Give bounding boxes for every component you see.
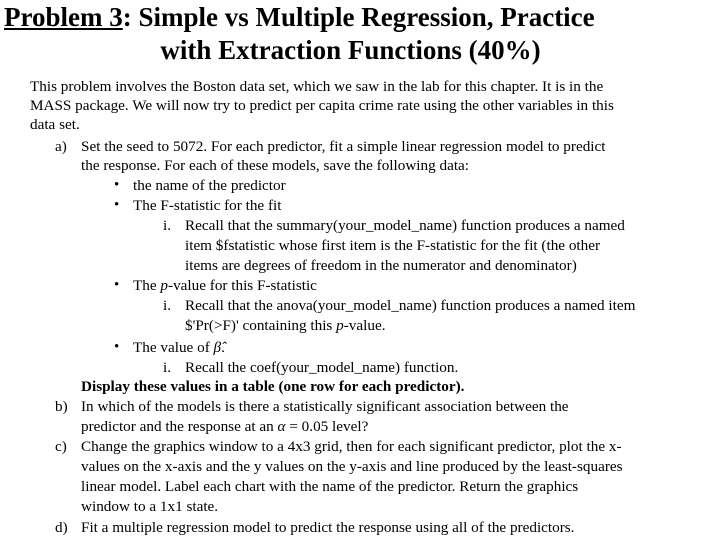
problem-title-line-1 [4,1,701,33]
bullet-p-value-post: -value for this F-statistic [168,277,317,294]
bullet-p-value-pre: The [133,277,161,294]
bullet-icon: • [114,277,120,293]
part-b-line-1: In which of the models is there a statistically significant association between the [81,398,569,415]
display-instruction: Display these values in a table (one row for each predictor). [81,378,465,395]
italic-p: p [160,277,169,294]
sub-item-line-2: item $fstatistic whose first item is the F-statistic for the fit (the other [185,237,601,254]
sub-item-line-1: Recall that the summary(your_model_name) function produces a named [185,217,625,234]
part-b-line-2-post: = 0.05 level? [285,418,369,435]
part-d-line: Fit a multiple regression model to predict the response using all of the predictors. [81,519,575,536]
part-d-marker: d) [55,519,68,536]
alpha-symbol: α [277,418,286,435]
sub-item-anova-line-2 [185,316,386,335]
bullet-icon: • [114,177,120,193]
sub-item-anova-line-1: Recall that the anova(your_model_name) function produces a named item [185,297,636,314]
sub-item-marker: i. [163,297,172,314]
part-a-line-2: the response. For each of these models, save the following data: [81,157,470,174]
part-a-line-1: Set the seed to 5072. For each predictor, fit a simple linear regression model to predict [81,138,606,155]
bullet-f-statistic: The F-statistic for the fit [133,197,282,214]
beta-pre: The value of [133,339,214,356]
intro-line-3: data set. [30,116,80,133]
part-c-line-3: linear model. Label each chart with the name of the predictor. Return the graphics [81,478,579,495]
bullet-beta-hat [133,338,225,357]
problem-label: Problem 3 [4,2,123,32]
part-b-line-2-pre: predictor and the response at an [81,418,278,435]
anova-line-post: -value. [343,317,386,334]
part-c-line-2: values on the x-axis and the y values on the y-axis and line produced by the least-squares [81,458,623,475]
anova-line-pre: $'Pr(>F)' containing this [185,317,337,334]
bullet-predictor-name: the name of the predictor [133,177,286,194]
part-c-line-4: window to a 1x1 state. [81,498,219,515]
intro-line-2: MASS package. We will now try to predict per capita crime rate using the other variables in this [30,97,614,114]
italic-p: p [336,317,344,334]
intro-line-1: This problem involves the Boston data set, which we saw in the lab for this chapter. It is in the [30,78,604,95]
beta-hat-symbol: β̂ [213,339,222,356]
title-rest: : Simple vs Multiple Regression, Practice [122,2,595,32]
bullet-p-value [133,276,317,295]
sub-item-marker: i. [163,359,172,376]
sub-item-coef: Recall the coef(your_model_name) function. [185,359,459,376]
problem-title-line-2: with Extraction Functions (40%) [160,35,541,65]
bullet-icon: • [114,339,120,355]
part-c-line-1: Change the graphics window to a 4x3 grid, then for each significant predictor, plot the x- [81,438,622,455]
beta-post: . [221,339,225,356]
part-a-marker: a) [55,138,67,155]
part-b-line-2 [81,417,368,436]
sub-item-line-3: items are degrees of freedom in the numerator and denominator) [185,257,577,274]
sub-item-marker: i. [163,217,172,234]
part-b-marker: b) [55,398,68,415]
bullet-icon: • [114,197,120,213]
part-c-marker: c) [55,438,67,455]
